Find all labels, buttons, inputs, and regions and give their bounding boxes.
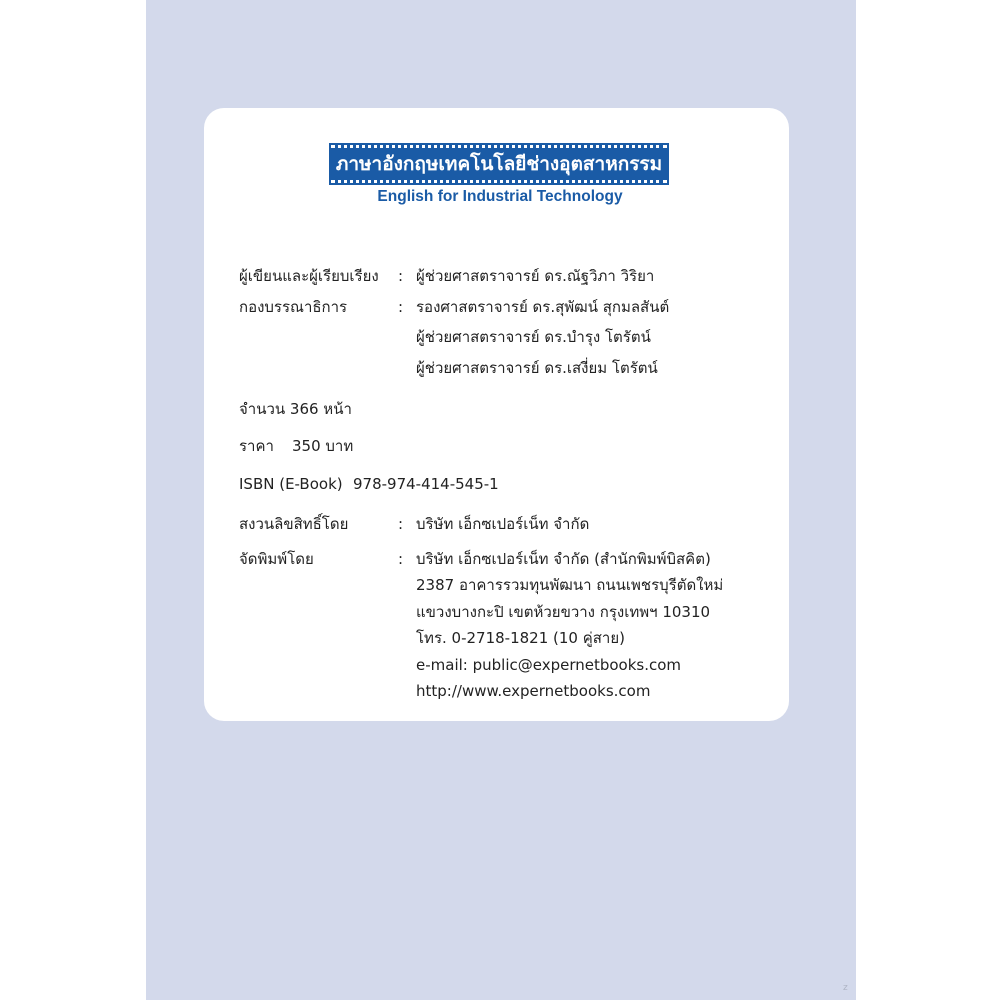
page-corner-mark: z: [843, 983, 848, 993]
thai-title: ภาษาอังกฤษเทคโนโลยีช่างอุตสาหกรรม: [335, 153, 663, 175]
publisher-website: http://www.expernetbooks.com: [416, 682, 651, 700]
editor-name: ผู้ช่วยศาสตราจารย์ ดร.บำรุง โตรัตน์: [416, 328, 651, 346]
publisher-district: แขวงบางกะปิ เขตห้วยขวาง กรุงเทพฯ 10310: [416, 603, 711, 621]
publisher-phone: โทร. 0-2718-1821 (10 คู่สาย): [416, 629, 625, 647]
publisher-name: บริษัท เอ็กซเปอร์เน็ท จำกัด (สำนักพิมพ์บิสคิต): [416, 550, 711, 568]
copyright-label: สงวนลิขสิทธิ์โดย: [239, 515, 349, 533]
publisher-email: e-mail: public@expernetbooks.com: [416, 656, 682, 674]
english-title: English for Industrial Technology: [377, 188, 623, 205]
colon: :: [398, 515, 404, 533]
price-label: ราคา: [239, 437, 274, 455]
editor-name: รองศาสตราจารย์ ดร.สุพัฒน์ สุกมลสันต์: [416, 298, 670, 316]
colon: :: [398, 298, 404, 316]
page-count: จำนวน 366 หน้า: [239, 400, 352, 418]
price-value: 350 บาท: [292, 437, 354, 455]
editor-label: กองบรรณาธิการ: [239, 298, 348, 316]
author-name: ผู้ช่วยศาสตราจารย์ ดร.ณัฐวิภา วิริยา: [416, 267, 655, 285]
colon: :: [398, 550, 404, 568]
publisher-label: จัดพิมพ์โดย: [239, 550, 314, 568]
copyright-holder: บริษัท เอ็กซเปอร์เน็ท จำกัด: [416, 515, 590, 533]
editor-name: ผู้ช่วยศาสตราจารย์ ดร.เสงี่ยม โตรัตน์: [416, 359, 658, 377]
author-label: ผู้เขียนและผู้เรียบเรียง: [239, 267, 379, 285]
colon: :: [398, 267, 404, 285]
isbn-label: ISBN (E-Book): [239, 475, 343, 493]
publisher-address: 2387 อาคารรวมทุนพัฒนา ถนนเพชรบุรีตัดใหม่: [416, 576, 724, 594]
isbn-value: 978-974-414-545-1: [353, 475, 499, 493]
thai-title-banner: [331, 145, 667, 183]
